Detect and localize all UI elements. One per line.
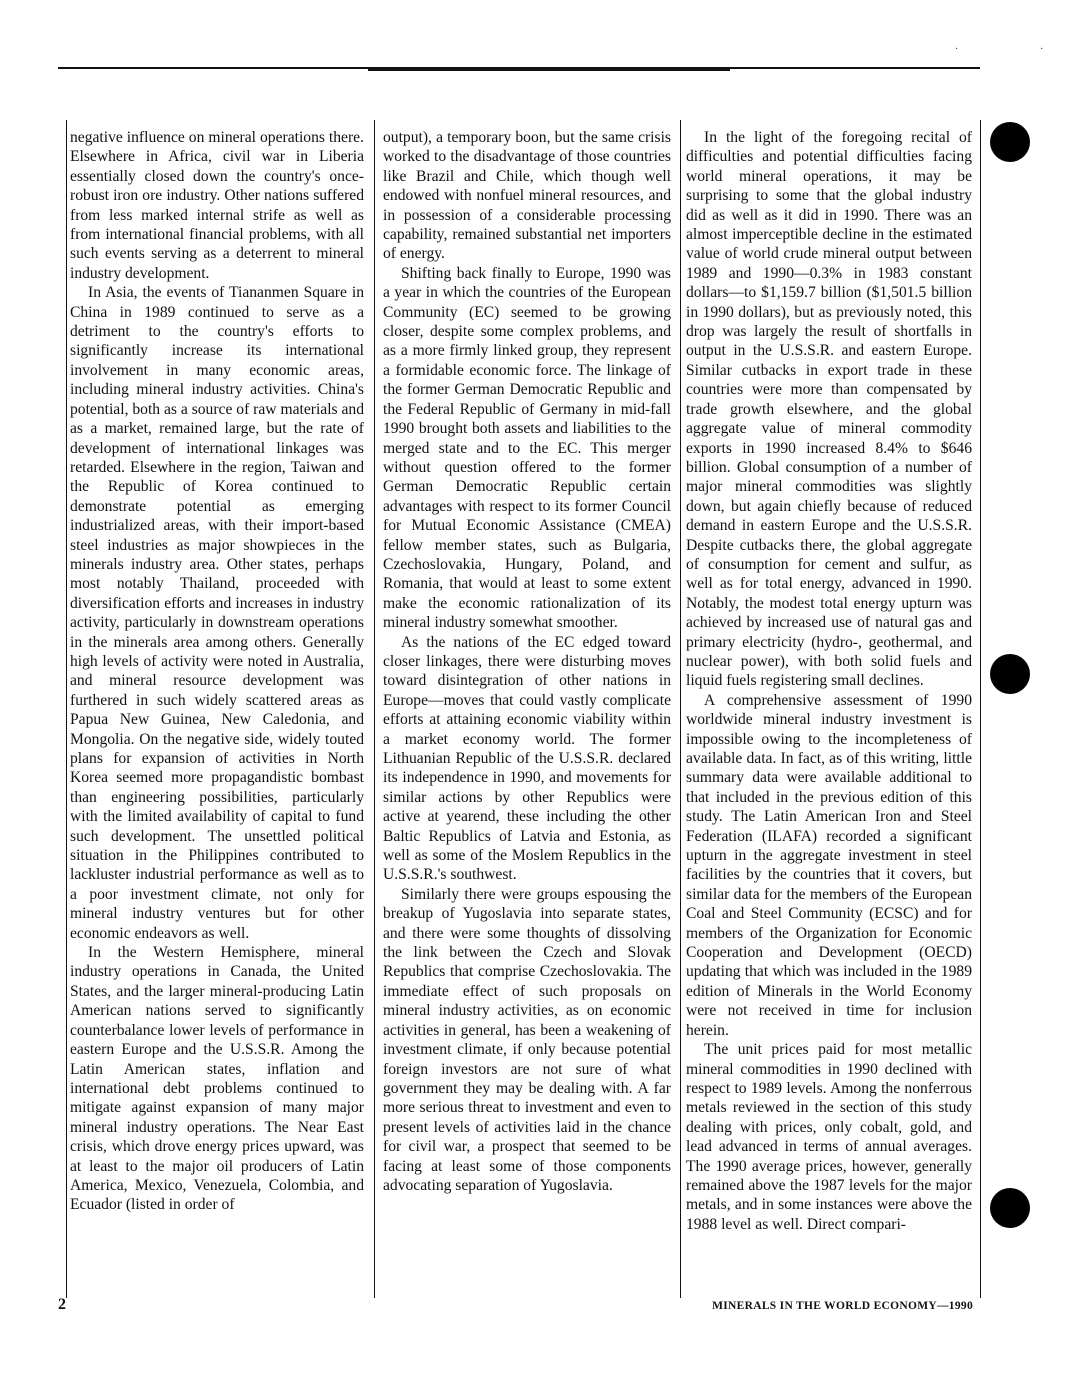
scan-speck: · <box>1040 44 1044 55</box>
paragraph: Shifting back finally to Europe, 1990 was a year in which the countries of the European Community (EC) seemed to be growing closer, despite some complex problems, and as a more firmly linked group, they represent a formidable economic force. The linkage of the former German Democratic Republic and the Federal Republic of Germany in mid-fall 1990 brought both assets and liabilities to the merged state and to the EC. This merger without question offered to the former German Democratic Republic certain advantages with respect to its former Council for Mutual Economic Assistance (CMEA) fellow member states, such as Bulgaria, Czechoslovakia, Hungary, Poland, and Romania, that would at least to some extent make the economic rationalization of its mineral industry somewhat smoother. <box>383 264 671 632</box>
top-rule-accent <box>368 67 730 71</box>
article-body <box>58 120 988 1300</box>
binder-hole <box>990 654 1030 694</box>
paragraph: Similarly there were groups espousing the breakup of Yugoslavia into separate states, and there were some thoughts of dissolving the link between the Czech and Slovak Republics that comprise Czechoslovakia. The immediate effect of such proposals on mineral industry activities, as on economic activities in general, has been a weakening of investment climate, if only because potential foreign investors are not sure of what government they may be dealing with. A far more serious threat to investment and even to present levels of activities laid in the chance for civil war, a prospect that seemed to be facing at least some of those components advocating separation of Yugoslavia. <box>383 885 671 1194</box>
column-rule <box>680 120 681 1298</box>
paragraph: output), a temporary boon, but the same crisis worked to the disadvantage of those countries like Brazil and Chile, which though well endowed with nonfuel mineral resources, and in possession of a considerable processing capability, remained substantial net importers of energy. <box>383 129 671 263</box>
paragraph: In Asia, the events of Tiananmen Square in China in 1989 continued to serve as a detriment to the country's efforts to significantly increase its international involvement in many economic areas, including mineral industry activities. China's potential, both as a source of raw materials and as a market, remained large, but the rate of development of international linkages was retarded. Elsewhere in the region, Taiwan and the Republic of Korea continued to demonstrate potential as emerging industrialized areas, with their import-based steel industries as major showpieces in the minerals industry area. Other states, perhaps most notably Thailand, proceeded with diversification efforts and increases in industry activity, particularly in downstream operations in the minerals area among others. Generally high levels of activity were noted in Australia, and mineral resource development was furthered in such widely scattered areas as Papua New Guinea, New Caledonia, and Mongolia. On the negative side, widely touted plans for expansion of activities in North Korea seemed more propagandistic bombast than engineering possibilities, particularly with the limited availability of capital to fund such development. The unsettled political situation in the Philippines contributed to lackluster industrial performance as well as to a poor investment climate, not only for mineral industry ventures but for other economic endeavors as well. <box>70 284 364 942</box>
page-number: 2 <box>58 1296 66 1313</box>
column-rule <box>374 120 375 1298</box>
scan-speck: · <box>955 44 959 55</box>
text-column-2 <box>383 128 671 1296</box>
paragraph: negative influence on mineral operations there. Elsewhere in Africa, civil war in Liberia essentially closed down the country's once-robust iron ore industry. Other nations suffered from less marked internal strife as well as from international financial problems, with all such events serving as a deterrent to mineral industry development. <box>70 129 364 282</box>
text-column-1 <box>70 128 364 1296</box>
binder-hole <box>990 1188 1030 1228</box>
text-column-3 <box>686 128 972 1296</box>
paragraph: As the nations of the EC edged toward closer linkages, there were disturbing moves toward disintegration of other nations in Europe—moves that could vastly complicate efforts at attaining economic viability within a market economy world. The former Lithuanian Republic of the U.S.S.R. declared its independence in 1990, and movements for similar actions by other Republics were active at yearend, these including the other Baltic Republics of Latvia and Estonia, as well as some of the Moslem Republics in the U.S.S.R.'s southwest. <box>383 633 671 884</box>
paragraph: The unit prices paid for most metallic mineral commodities in 1990 declined with respect to 1989 levels. Among the nonferrous metals reviewed in the section of this study dealing with prices, only cobalt, gold, and lead advanced in terms of annual averages. The 1990 average prices, however, generally remained above the 1987 levels for the major metals, and in some instances were above the 1988 level as well. Direct compari- <box>686 1041 972 1233</box>
paragraph: In the Western Hemisphere, mineral industry operations in Canada, the United States, and the larger mineral-producing Latin American nations served to significantly counterbalance lower levels of performance in eastern Europe and the U.S.S.R. Among the Latin American states, inflation and international debt problems continued to mitigate against expansion of many major mineral industry operations. The Near East crisis, which drove energy prices upward, was at least to the major oil producers of Latin America, Mexico, Venezuela, Colombia, and Ecuador (listed in order of <box>70 944 364 1214</box>
column-rule <box>980 120 981 1298</box>
paragraph: A comprehensive assessment of 1990 worldwide mineral industry investment is impossible owing to the incompleteness of available data. In fact, as of this writing, little summary data were available additional to that included in the previous edition of this study. The Latin American Iron and Steel Federation (ILAFA) recorded a significant upturn in the aggregate investment in steel facilities by the countries that it covers, but similar data for the members of the European Coal and Steel Community (ECSC) and for members of the Organization for Economic Cooperation and Development (OECD) updating that which was included in the 1989 edition of Minerals in the World Economy were not received in time for inclusion herein. <box>686 691 972 1039</box>
column-rule <box>66 120 67 1298</box>
binder-hole <box>990 122 1030 162</box>
running-footer-title: MINERALS IN THE WORLD ECONOMY—1990 <box>712 1300 973 1312</box>
paragraph: In the light of the foregoing recital of difficulties and potential difficulties facing world mineral operations, it may be surprising to some that the global industry did as well as it did in 1990. There was an almost imperceptible decline in the estimated value of world crude mineral output between 1989 and 1990—0.3% in 1983 constant dollars—to $1,159.7 billion ($1,501.5 billion in 1990 dollars), but as previously noted, this drop was largely the result of shortfalls in output in the U.S.S.R. and eastern Europe. Similar cutbacks in export trade in these countries were more than compensated by trade growth elsewhere, and the global aggregate value of mineral commodity exports in 1990 increased 8.4% to $646 billion. Global consumption of a number of major mineral commodities was slightly down, but again chiefly because of reduced demand in eastern Europe and the U.S.S.R. Despite cutbacks there, the global aggregate of consumption for cement and sulfur, as well as for total energy, advanced in 1990. Notably, the modest total energy upturn was achieved by increased use of natural gas and primary electricity (hydro-, geothermal, and nuclear power), with both solid fuels and liquid fuels registering small declines. <box>686 129 972 690</box>
